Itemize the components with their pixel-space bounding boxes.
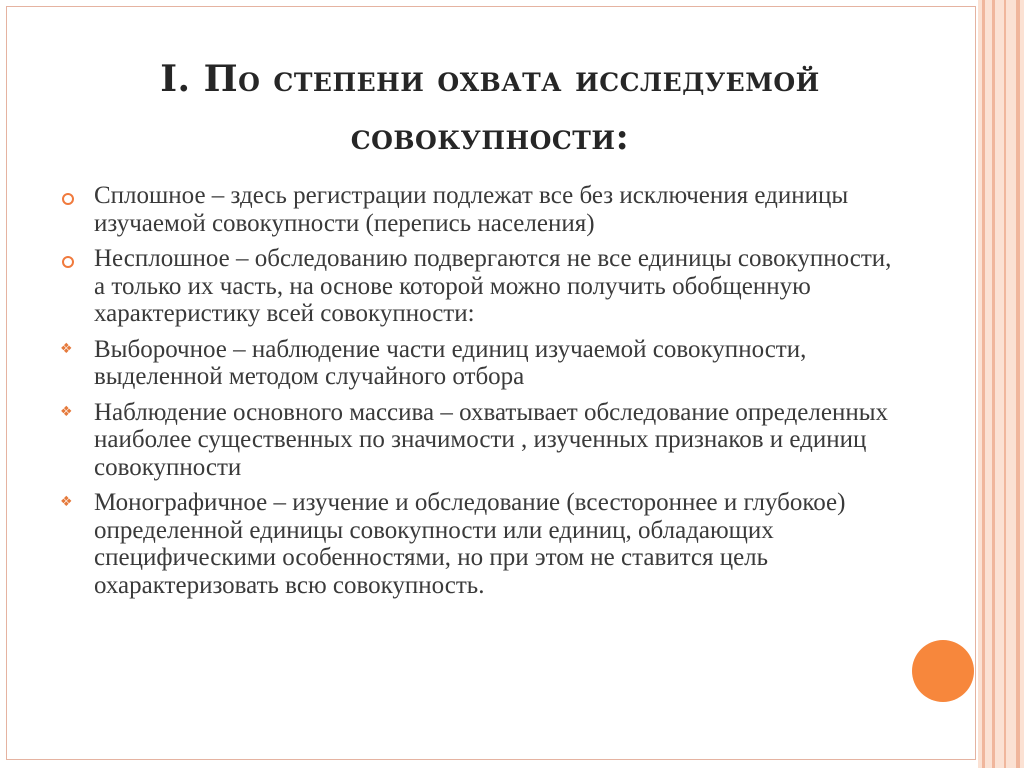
list-item xyxy=(62,336,892,391)
list-item xyxy=(62,245,892,328)
list-item-text: Наблюдение основного массива – охватывает обследование определенных наиболее существенных по значимости , изученных признаков и единиц совокупности xyxy=(94,398,889,481)
list-item-text: Выборочное – наблюдение части единиц изучаемой совокупности, выделенной методом случайного отбора xyxy=(94,335,807,390)
diamond-bullet-icon: ❖ xyxy=(60,403,73,420)
list-item xyxy=(62,399,892,482)
slide-title: I. По степени охвата исследуемой совокупности: xyxy=(160,58,820,158)
ring-icon xyxy=(62,256,74,268)
list-item-text: Несплошное – обследованию подвергаются не все единицы совокупности, а только их часть, на основе которой можно получить обобщенную характеристику всей совокупности: xyxy=(94,245,892,327)
decorative-stripe-band xyxy=(978,0,1024,768)
ring-icon xyxy=(62,193,74,205)
diamond-bullet-icon: ❖ xyxy=(60,340,73,357)
stripe xyxy=(1004,0,1006,768)
stripe xyxy=(982,0,985,768)
decorative-circle xyxy=(912,640,974,702)
bullet-list xyxy=(62,182,892,607)
list-item-text: Монографичное – изучение и обследование (всестороннее и глубокое) определенной единицы совокупности или единиц, обладающих специфическими особенностями, но при этом не ставится цель охарактеризовать всю совокупность. xyxy=(94,489,846,599)
stripe xyxy=(992,0,995,768)
stripe xyxy=(1016,0,1020,768)
list-item-text: Сплошное – здесь регистрации подлежат все без исключения единицы изучаемой совокупности (перепись населения) xyxy=(94,182,849,237)
list-item xyxy=(62,489,892,599)
list-item xyxy=(62,182,892,237)
diamond-bullet-icon: ❖ xyxy=(60,494,73,510)
